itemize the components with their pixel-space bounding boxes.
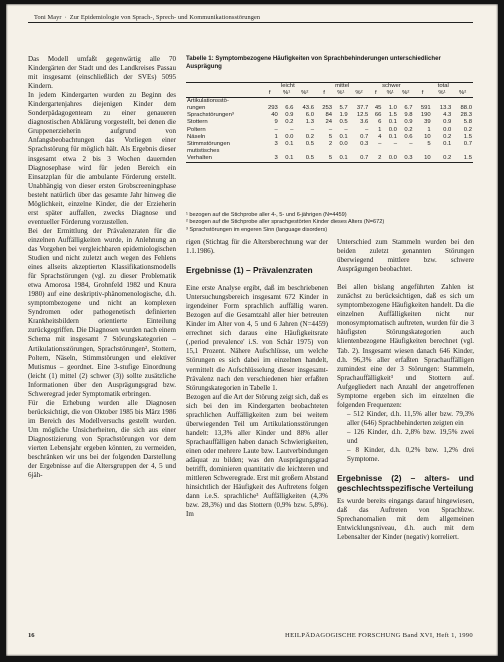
table-title: Tabelle 1: Symptombezogene Häufigkeiten von Sprachbehinderungen unterschiedlicher Ausprägung (186, 55, 441, 70)
table-cell: 10 (414, 155, 432, 163)
table-cell (261, 148, 279, 155)
table-subhead: f (414, 90, 432, 98)
table-cell: 45 (374, 105, 382, 112)
table-cell: 0.1 (388, 119, 397, 126)
table-cell: 24 (325, 119, 333, 126)
table-cell: 0.1 (388, 133, 397, 140)
right-list-item: – 126 Kinder, d.h. 2,8% bzw. 19,5% zwei und (347, 427, 474, 445)
table-cell: 253 (322, 105, 333, 112)
left-column (28, 55, 176, 480)
right-list-item: – 8 Kinder, d.h. 0,2% bzw. 1,2% drei Symptome. (347, 446, 474, 464)
table-cell (382, 98, 398, 106)
table-cell: 0.0 (339, 140, 348, 147)
table-cell: 0.1 (443, 140, 452, 147)
table-subhead: %² (294, 90, 315, 98)
table-row-label: Stottern (187, 119, 208, 126)
left-paragraph: In jedem Kindergarten wurden zu Beginn des Kindergartenjahres diejenigen Kinder dem Sonderpädagogenteam zu einer genaueren diagnostischen Abklärung vorgestellt, bei denen die Gruppenerzieherin aufgrund von Anfangsbeobachtungen das Vorliegen einer Sprachstörung für möglich hält. Als Ergebnis dieser insgesamt etwa 2 bis 3 Wochen dauernden Diagnosephase wird für jeden Bereich ein Einsatzplan für die ambulante Förderung erstellt. Unabhängig von dieser ersten Grobscreeningphase besteht natürlich über das gesamte Jahr hinweg die Möglichkeit, einzelne Kinder, die der Erzieherin erst später auffallen, zwecks Diagnose und eventueller Förderung vorzustellen. (28, 91, 176, 226)
table-cell: 0.0 (382, 155, 398, 163)
table-cell: 5 (427, 140, 431, 147)
right-paragraph: Bei allen bislang angeführten Zahlen ist zunächst zu berücksichtigen, daß es sich um symptombezogene Häufigkeiten handelt. Da die einzelnen Auffälligkeiten nicht nur monosymptomatisch auftreten, wurden für die 3 häufigsten Störungskategorien auch klientenbezogene Häufigkeiten berechnet (vgl. Tab. 2). Insgesamt wiesen danach 646 Kinder, d.h. 96,3% aller erfaßten Sprachauffälligen zumindest eine der 3 Störungen: Stammeln, Sprachauffälligkeit³ und Stottern auf. Aufgegliedert nach Anzahl der angetroffenen Symptome ergeben sich im einzelnen die folgenden Frequenzen: (337, 283, 474, 409)
table-cell: 37.7 (356, 105, 369, 112)
table-cell: – (310, 126, 314, 133)
table-cell (369, 148, 382, 155)
table-subhead: %² (349, 90, 370, 98)
table-cell: 2 (369, 155, 382, 163)
table-cell: 3.6 (360, 119, 369, 126)
table-subhead: %² (398, 90, 414, 98)
table-cell: 0.0 (285, 133, 294, 140)
table-cell: 6.0 (305, 112, 314, 119)
table-cell: 5.8 (463, 119, 472, 126)
table-cell: 6.7 (404, 105, 413, 112)
table-cell: 0.9 (404, 119, 413, 126)
table-cell: 1.0 (388, 105, 397, 112)
table-cell (261, 98, 279, 106)
middle-column (186, 238, 328, 519)
table-cell: 0.2 (443, 133, 452, 140)
table-subhead: %¹ (333, 90, 349, 98)
table-cell: 6.6 (285, 105, 294, 112)
table-cell: 5 (315, 155, 333, 163)
table-footnote: ¹ bezogen auf die Stichprobe aller 4-, 5- und 6-jährigen (N=4459) (186, 212, 347, 218)
running-head-title: Zur Epidemiologie von Sprach-, Sprech- und Kommunikationsstörungen (69, 14, 261, 21)
table-row (186, 105, 473, 112)
table-cell: 40 (271, 112, 278, 119)
table-row-label: Poltern (187, 126, 206, 133)
table-group-header: mittel (315, 83, 369, 91)
right-paragraph: Unterschied zum Stammeln wurden bei den beiden zuletzt genannten Störungen überwiegend mittlere bzw. schwere Ausprägungen beobachtet. (337, 238, 474, 274)
section-heading-age-gender: Ergebnisse (2) – alters- und geschlechtsspezifische Verteilung (337, 473, 474, 494)
table-cell: – (365, 126, 369, 133)
table-cell: 4 (378, 133, 382, 140)
table-row (186, 134, 473, 141)
table-cell: 28.3 (460, 112, 472, 119)
table-cell: 1.5 (388, 112, 397, 119)
table-cell: 43.6 (302, 105, 314, 112)
table-cell (398, 98, 414, 106)
journal-info: HEILPÄDAGOGISCHE FORSCHUNG Band XVI, Heft 1, 1990 (285, 632, 473, 639)
table-footnotes (186, 212, 476, 234)
table-cell: 0.7 (360, 133, 369, 140)
table-cell: 3 (274, 140, 278, 147)
table-cell: 5.7 (339, 105, 348, 112)
table-cell: – (393, 140, 397, 147)
table-row-label: Artikulationsstö- (187, 98, 229, 105)
table-cell: 0.6 (404, 133, 413, 140)
table-cell: 39 (424, 119, 431, 126)
running-head-separator: · (64, 14, 67, 21)
table-row-label: Verhalten (186, 155, 261, 163)
table-cell: 0.5 (294, 155, 315, 163)
table-cell (349, 98, 370, 106)
table-cell: 0.1 (285, 140, 294, 147)
table-cell: 1.5 (463, 133, 472, 140)
table-corner-sub (186, 90, 261, 98)
table-cell: 0.2 (305, 133, 314, 140)
table-row (186, 148, 473, 155)
table-cell (315, 148, 333, 155)
table-cell: 0.3 (398, 155, 414, 163)
table-row-label: rungen (187, 105, 206, 112)
table-cell (279, 148, 295, 155)
page-number: 16 (28, 632, 35, 639)
table-cell: 6 (378, 119, 382, 126)
table-cell: 10 (424, 133, 431, 140)
table-cell: 0.1 (279, 155, 295, 163)
table-cell: 1 (378, 126, 382, 133)
table-subhead-row (186, 90, 473, 98)
table-cell (315, 98, 333, 106)
table-cell: 0.1 (339, 133, 348, 140)
table-cell: 0.3 (360, 140, 369, 147)
table-subhead: %² (452, 90, 473, 98)
left-paragraph: Für die Erhebung wurden alle Diagnosen berücksichtigt, die von Oktober 1985 bis März 1986 im Bereich des Modellversuchs gestellt wurden. Um mögliche Unsicherheiten, die sich aus einer Diagnostizierung von Sprachstörungen vor dem vierten Lebensjahr ergeben könnten, zu vermeiden, beschränken wir uns bei der folgenden Darstellung der Ergebnisse auf die Altersgruppen der 4, 5 und 6jäh- (28, 398, 176, 480)
table-cell: 0.5 (339, 119, 348, 126)
table-cell: 1.3 (305, 119, 314, 126)
table-group-header: leicht (261, 83, 315, 91)
table-cell: 0.0 (388, 126, 397, 133)
table-cell (382, 148, 398, 155)
middle-paragraph: Eine erste Analyse ergibt, daß im beschriebenen Untersuchungsbereich insgesamt 672 Kinder in irgendeiner Form sprachlich auffällig waren. Bezogen auf die Gesamtzahl aller hier betreuten Kinder im Alter von 4, 5 und 6 Jahren (N=4459) errechnet sich daraus eine Häufigkeitsrate (‚period prevalence' i.S. von Schär 1975) von 15,1 Prozent. Nähere Aufschlüsse, um welche Störungen es sich dabei im einzelnen handelt, vermittelt die Aufschlüsselung dieser insgesamt-Prävalenz nach den verschiedenen hier erfaßten Störungskategorien in Tabelle 1. (186, 284, 328, 392)
table-row-label: Näseln (187, 133, 206, 140)
table-corner (186, 83, 261, 91)
table-cell (294, 98, 315, 106)
middle-paragraph: Bezogen auf die Art der Störung zeigt sich, daß es sich bei den im Kindergarten beobachteten sprachlichen Auffälligkeiten zum bei weitem überwiegenden Teil um Artikulationsstörungen handelt: 13,3% aller Kinder und 88% aller Sprachauffälligen haben danach Schwierigkeiten, einen oder mehrere Laute bzw. Lautverbindungen adäquat zu bilden; was den Ausprägungsgrad betrifft, dominieren quantitativ die leichteren und mittleren Schweregrade. Erst mit großem Abstand hinsichtlich der Häufigkeit des Auftretens folgen dann i.e.S. sprachliche³ Auffälligkeiten (4,3% bzw. 28,3%) und das Stottern (0,9% bzw. 5,8%). Im (186, 392, 328, 519)
left-paragraph: Das Modell umfaßt gegenwärtig alle 70 Kindergärten der Stadt und des Landkreises Passau mit insgesamt (einschließlich der SVEs) 5095 Kindern. (28, 55, 176, 91)
table-row (186, 141, 473, 148)
table-subhead: %¹ (432, 90, 453, 98)
table-cell (452, 98, 473, 106)
table-cell: 190 (420, 112, 431, 119)
table-cell (398, 148, 414, 155)
left-paragraph: Bei der Ermittlung der Prävalenzraten für die einzelnen Auffälligkeiten wurde, in Anlehnung an das Vorgehen bei vergleichbaren epidemiologischen Studien und nicht zuletzt auch wegen des Fehlens eines allseits akzeptierten Klassifikationsmodells für Sprachstörungen (vgl. zu dieser Problematik etwa Amorosa 1984, Grohnfeld 1982 und Knura 1980) auf eine deskriptiv-phänomenologische, d.h. symptombezogene und nicht an komplexen Syndromen oder pathogenetisch definierten Krankheitsbildern orientierte Einteilung zurückgegriffen. Die Diagnosen wurden nach einem Schema mit insgesamt 7 Störungskategorien – Artikulationsstörungen, Sprachstörungen², Stottern, Poltern, Näseln, Stimmstörungen und elektiver Mutismus – geordnet. Eine 3-stufige Einordnung (leicht (1) mittel (2) schwer (3)) sollte zusätzliche Informationen über den Ausprägungsgrad bzw. Schweregrad jeder Symptomatik erbringen. (28, 226, 176, 398)
table-cell: 12.5 (356, 112, 369, 119)
table-cell: 3 (261, 155, 279, 163)
running-head-author: Toni Mayr (34, 14, 62, 21)
running-head (34, 14, 474, 21)
table-cell: – (409, 140, 413, 147)
prevalence-table (186, 82, 473, 163)
table-cell: 0.9 (443, 119, 452, 126)
table-cell (432, 148, 453, 155)
table-row-label: mutistisches (187, 147, 220, 154)
table-cell: 1 (427, 126, 431, 133)
table-cell: 1.9 (339, 112, 348, 119)
table-subhead: f (315, 90, 333, 98)
table-cell: 9 (274, 119, 278, 126)
table-row-label: Stimmstörungen (187, 140, 230, 147)
table-cell: 0.2 (285, 119, 294, 126)
table-cell: 591 (420, 105, 431, 112)
table-group-row (186, 83, 473, 91)
table-cell: – (328, 126, 333, 133)
table-footnote: ² bezogen auf die Stichprobe aller sprachgestörten Kinder dieses Alters (N=672) (186, 219, 385, 226)
table-cell: 9.8 (404, 112, 413, 119)
table-cell (294, 148, 315, 155)
table-cell (452, 148, 473, 155)
table-cell (414, 148, 432, 155)
right-list-item: – 512 Kinder, d.h. 11,5% aller bzw. 79,3% aller (646) Sprachbehinderten zeigten ein (347, 409, 474, 427)
table-cell: 0.9 (285, 112, 294, 119)
table-cell: 2 (328, 140, 333, 147)
table-cell: 0.7 (349, 155, 370, 163)
table-cell: 1 (274, 133, 278, 140)
table-cell (414, 98, 432, 106)
table-cell (333, 148, 349, 155)
table-row (186, 112, 473, 119)
table-row (186, 119, 473, 126)
table-row (186, 98, 473, 106)
table-footnote: ³ Sprachstörungen im engeren Sinn (language disorders) (186, 226, 328, 233)
table-cell: 66 (374, 112, 382, 119)
table-cell: 13.3 (439, 105, 452, 112)
table-cell (349, 148, 370, 155)
table-cell: 0.1 (333, 155, 349, 163)
right-closing-paragraph: Es wurde bereits eingangs darauf hingewiesen, daß das Auftreten von Sprachbzw. Sprechanomalien mit dem allgemeinen Entwicklungsniveau, d.h. auch mit dem Lebensalter der Kinder (negativ) korreliert. (337, 497, 474, 542)
table-cell: 0.5 (305, 140, 314, 147)
table-cell: 0.2 (463, 126, 472, 133)
table-cell (432, 98, 453, 106)
table-row-label: Sprachstörungen³ (187, 112, 234, 119)
table-cell: 5 (328, 133, 333, 140)
table-cell: 0.7 (463, 140, 472, 147)
table-cell: – (290, 126, 294, 133)
table-row (186, 155, 473, 163)
table-cell: 88.0 (460, 105, 472, 112)
table-cell (369, 98, 382, 106)
table-cell: 0.0 (443, 126, 452, 133)
table-subhead: %¹ (382, 90, 398, 98)
table-cell: – (344, 126, 348, 133)
table-subhead: f (261, 90, 279, 98)
middle-intro: rigen (Stichtag für die Altersberechnung war der 1.1.1986). (186, 238, 328, 256)
section-heading-prevalence: Ergebnisse (1) – Prävalenzraten (186, 265, 313, 276)
table-subhead: %¹ (279, 90, 295, 98)
table-group-header: total (414, 83, 473, 91)
table-cell: – (378, 140, 382, 147)
table-cell: 84 (325, 112, 333, 119)
table-cell: – (274, 126, 278, 133)
table-cell: 0.2 (432, 155, 453, 163)
table-cell: 293 (267, 105, 278, 112)
header-rule (28, 22, 473, 23)
table-cell: 1.5 (452, 155, 473, 163)
table-subhead: f (369, 90, 382, 98)
table-cell: 0.2 (404, 126, 413, 133)
table-cell (279, 98, 295, 106)
right-column (337, 238, 474, 542)
table-cell (333, 98, 349, 106)
table-cell: 4.3 (443, 112, 452, 119)
table-group-header: schwer (369, 83, 413, 91)
table-row (186, 127, 473, 134)
